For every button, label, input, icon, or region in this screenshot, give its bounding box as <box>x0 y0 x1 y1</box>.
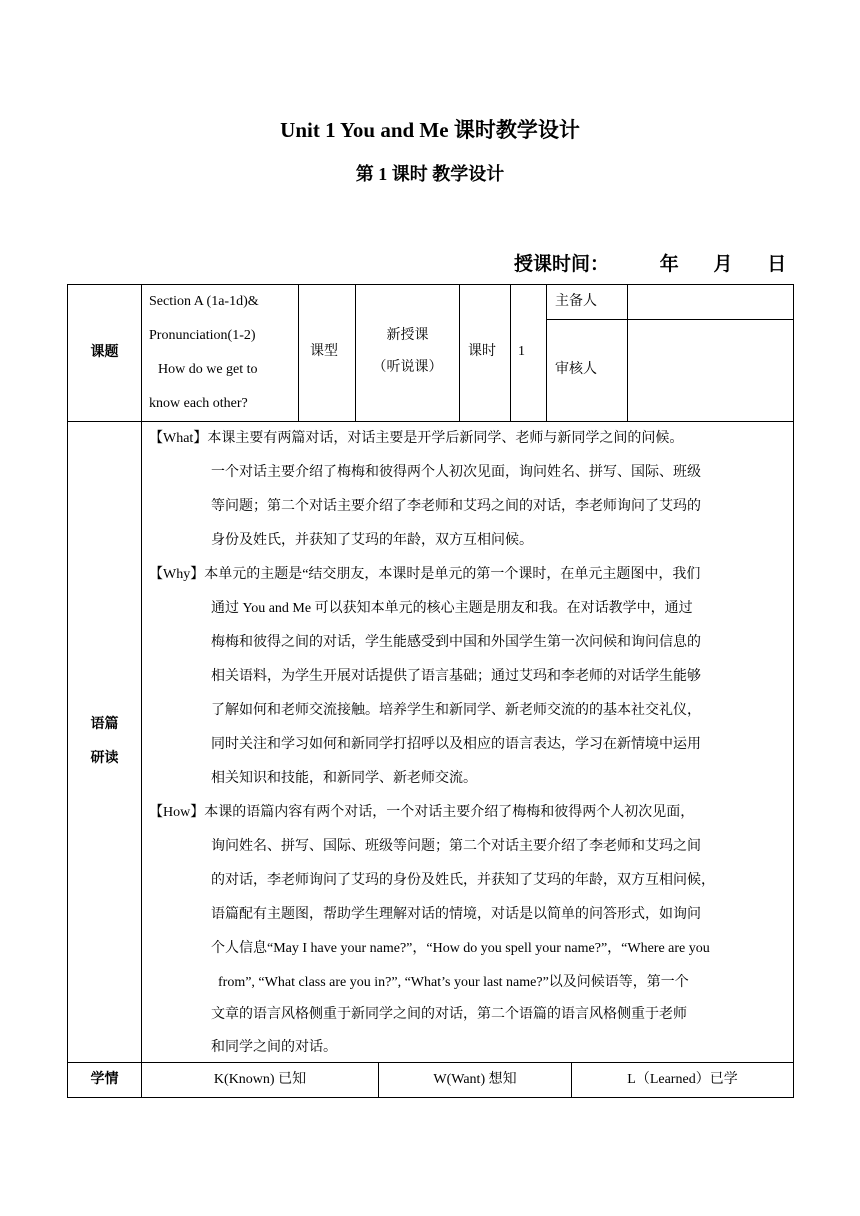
reading-line: 语篇配有主题图，帮助学生理解对话的情境，对话是以简单的问答形式，如询问 <box>211 907 701 922</box>
reading-line: 个人信息“May I have your name?”，“How do you spell your name?”，“Where are you <box>211 941 710 956</box>
reading-line: 【What】本课主要有两篇对话，对话主要是开学后新同学、老师与新同学之间的问候。 <box>149 431 684 446</box>
known-header: K(Known) 已知 <box>213 1072 307 1087</box>
reading-line: 文章的语言风格侧重于新同学之间的对话，第二个语篇的语言风格侧重于老师 <box>211 1007 687 1022</box>
date-day: 日 <box>767 254 787 275</box>
date-label: 授课时间： <box>514 254 610 275</box>
learned-header: L（Learned）已学 <box>627 1072 738 1087</box>
preparer-label: 主备人 <box>555 294 597 309</box>
want-header: W(Want) 想知 <box>433 1072 517 1087</box>
date-year: 年 <box>659 254 679 275</box>
type-label: 课型 <box>310 344 338 359</box>
reading-label-line: 研读 <box>90 751 119 766</box>
reading-line: 【How】本课的语篇内容有两个对话，一个对话主要介绍了梅梅和彼得两个人初次见面， <box>149 805 695 820</box>
topic-line: Section A (1a-1d)& <box>149 294 259 309</box>
topic-line: Pronunciation(1-2) <box>149 328 256 343</box>
reading-line: 一个对话主要介绍了梅梅和彼得两个人初次见面，询问姓名、拼写、国际、班级 <box>211 465 701 480</box>
reading-line: 询问姓名、拼写、国际、班级等问题；第二个对话主要介绍了李老师和艾玛之间 <box>211 839 701 854</box>
reading-line: 通过 You and Me 可以获知本单元的核心主题是朋友和我。在对话教学中，通过 <box>211 601 693 616</box>
reading-line: 等问题；第二个对话主要介绍了李老师和艾玛之间的对话，李老师询问了艾玛的 <box>211 499 701 514</box>
topic-label: 课题 <box>90 345 119 360</box>
reading-label-line: 语篇 <box>90 717 119 732</box>
topic-line: How do we get to <box>158 362 258 377</box>
reading-line: 梅梅和彼得之间的对话，学生能感受到中国和外国学生第一次问候和询问信息的 <box>211 635 701 650</box>
period-value: 1 <box>518 344 525 359</box>
type-value-line: 新授课 <box>386 328 429 343</box>
date-month: 月 <box>713 254 733 275</box>
reading-line: from”, “What class are you in?”, “What’s your last name?”以及问候语等，第一个 <box>218 975 689 990</box>
reading-line: 身份及姓氏，并获知了艾玛的年龄，双方互相问候。 <box>211 533 533 548</box>
period-label: 课时 <box>468 344 496 359</box>
reviewer-label: 审核人 <box>555 362 597 377</box>
page-subtitle: 第 1 课时 教学设计 <box>355 164 505 184</box>
learning-label: 学情 <box>90 1072 119 1087</box>
reading-line: 同时关注和学习如何和新同学打招呼以及相应的语言表达，学习在新情境中运用 <box>211 737 701 752</box>
reading-line: 相关知识和技能，和新同学、新老师交流。 <box>211 771 477 786</box>
reading-line: 相关语料，为学生开展对话提供了语言基础；通过艾玛和李老师的对话学生能够 <box>211 669 701 684</box>
reading-line: 的对话，李老师询问了艾玛的身份及姓氏，并获知了艾玛的年龄，双方互相问候， <box>211 873 715 888</box>
reading-line: 【Why】本单元的主题是“结交朋友，本课时是单元的第一个课时，在单元主题图中，我们 <box>149 567 701 582</box>
type-value-line: （听说课） <box>372 360 443 375</box>
topic-line: know each other? <box>149 396 248 411</box>
page-title: Unit 1 You and Me 课时教学设计 <box>280 118 580 142</box>
reading-line: 了解如何和老师交流接触。培养学生和新同学、新老师交流的的基本社交礼仪， <box>211 703 701 718</box>
reading-line: 和同学之间的对话。 <box>211 1040 337 1055</box>
